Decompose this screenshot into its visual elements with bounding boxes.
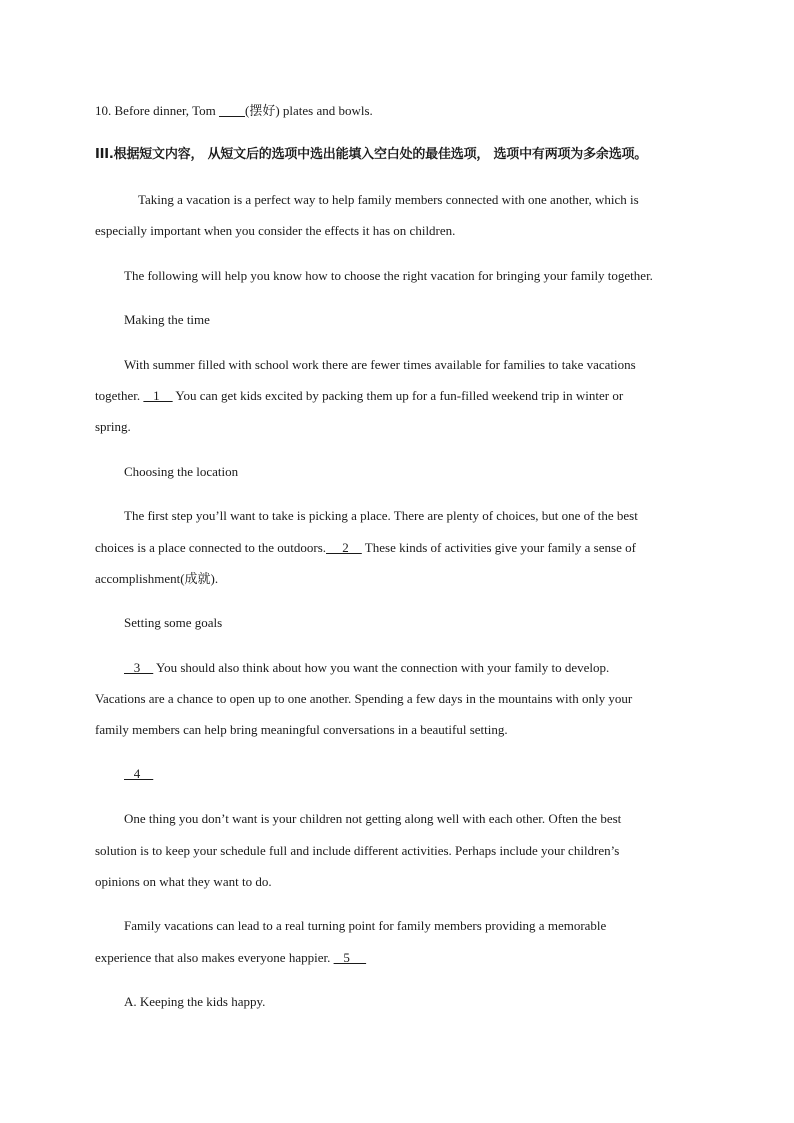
paragraph-7-line-1: Family vacations can lead to a real turning point for family members providing a memorable bbox=[124, 918, 607, 933]
blank-5[interactable]: 5 bbox=[333, 950, 367, 965]
paragraph-7-line-2-pre: experience that also makes everyone happier. bbox=[95, 950, 334, 965]
subheading-setting-some-goals: Setting some goals bbox=[124, 615, 223, 630]
paragraph-1-line-2: especially important when you consider the effects it has on children. bbox=[95, 223, 456, 238]
blank-1[interactable]: 1 bbox=[143, 388, 173, 403]
paragraph-4-line-2 bbox=[95, 540, 636, 556]
paragraph-3-line-3: spring. bbox=[95, 419, 131, 434]
paragraph-5-line-2: Vacations are a chance to open up to one another. Spending a few days in the mountains with only your bbox=[95, 691, 633, 706]
paragraph-5-line-1 bbox=[124, 660, 609, 676]
paragraph-3-line-2-pre: together. bbox=[95, 388, 144, 403]
blank-3[interactable]: 3 bbox=[124, 660, 154, 675]
subheading-making-the-time: Making the time bbox=[124, 312, 210, 327]
paragraph-3-line-1: With summer filled with school work there are fewer times available for families to take vacations bbox=[124, 357, 636, 372]
paragraph-1-line-1: Taking a vacation is a perfect way to help family members connected with one another, which is bbox=[138, 192, 639, 207]
question-10-tail: (摆好) plates and bowls. bbox=[244, 103, 373, 118]
question-10-lead: 10. Before dinner, Tom bbox=[95, 103, 219, 118]
paragraph-2: The following will help you know how to choose the right vacation for bringing your family together. bbox=[124, 268, 653, 283]
paragraph-4-line-2-post: These kinds of activities give your family a sense of bbox=[361, 540, 636, 555]
paragraph-4-line-2-pre: choices is a place connected to the outdoors. bbox=[95, 540, 327, 555]
blank-4[interactable]: 4 bbox=[124, 766, 154, 781]
paragraph-7-line-2 bbox=[95, 950, 366, 966]
paragraph-6-line-3: opinions on what they want to do. bbox=[95, 874, 272, 889]
option-a: A. Keeping the kids happy. bbox=[124, 994, 266, 1009]
question-10-blank[interactable] bbox=[219, 103, 245, 118]
paragraph-3-line-2-post: You can get kids excited by packing them up for a fun-filled weekend trip in winter or bbox=[172, 388, 624, 403]
question-10 bbox=[95, 103, 373, 119]
paragraph-4-line-1: The first step you’ll want to take is picking a place. There are plenty of choices, but one of the best bbox=[124, 508, 638, 523]
paragraph-5-line-1-post: You should also think about how you want the connection with your family to develop. bbox=[153, 660, 610, 675]
subheading-choosing-the-location: Choosing the location bbox=[124, 464, 239, 479]
paragraph-5-line-3: family members can help bring meaningful conversations in a beautiful setting. bbox=[95, 722, 508, 737]
paragraph-4-line-3: accomplishment(成就). bbox=[95, 571, 219, 586]
section-3-heading: III.根据短文内容， 从短文后的选项中选出能填入空白处的最佳选项， 选项中有两项为多余选项。 bbox=[95, 147, 648, 162]
paragraph-3-line-2 bbox=[95, 388, 623, 404]
blank-4-line bbox=[124, 766, 153, 782]
paragraph-6-line-1: One thing you don’t want is your children not getting along well with each other. Often the best bbox=[124, 811, 622, 826]
paragraph-6-line-2: solution is to keep your schedule full and include different activities. Perhaps include your children’s bbox=[95, 843, 620, 858]
blank-2[interactable]: 2 bbox=[326, 540, 362, 555]
